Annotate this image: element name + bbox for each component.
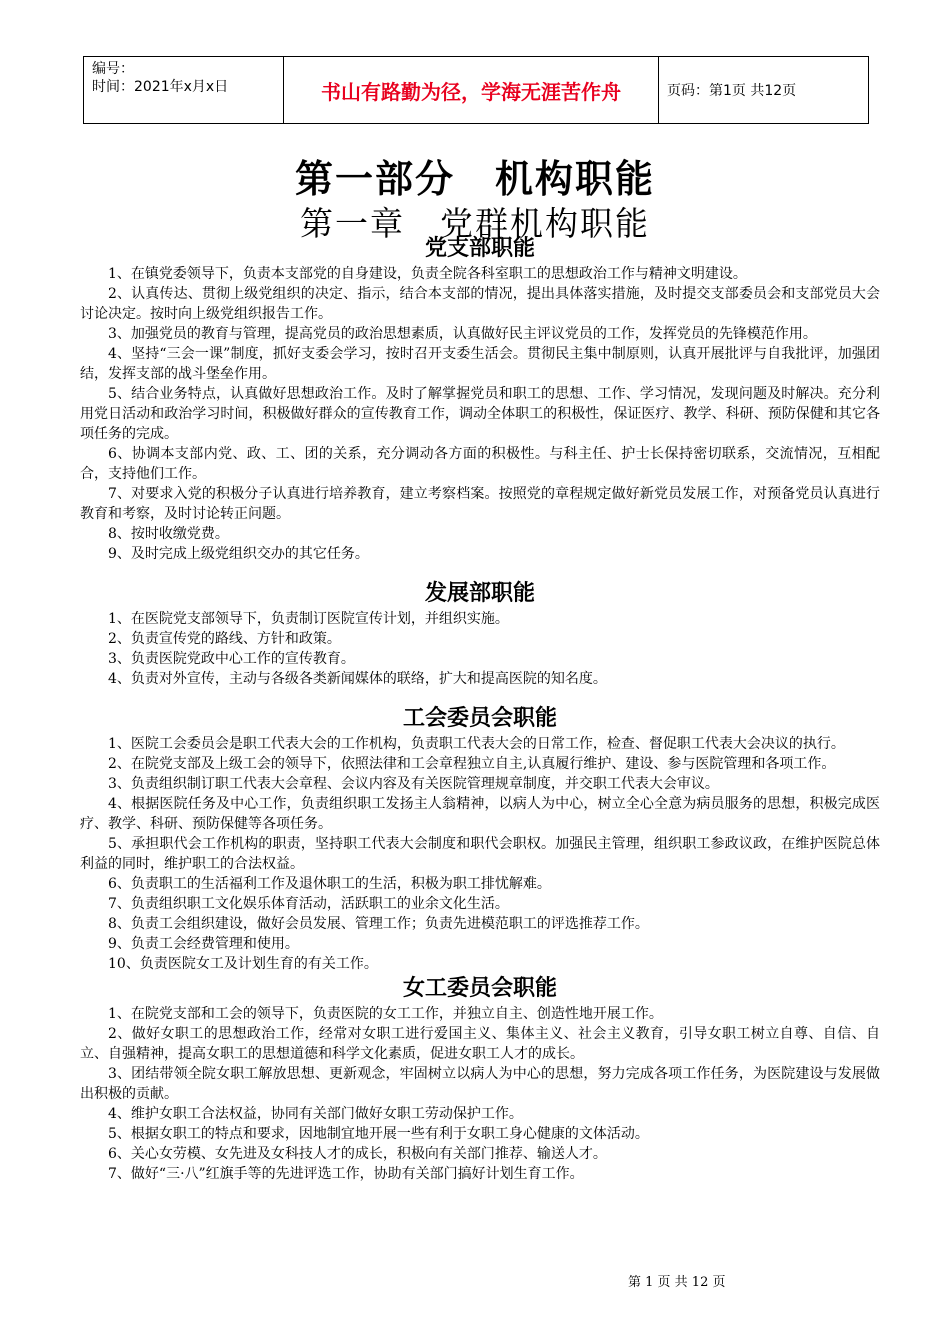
list-item: 2、做好女职工的思想政治工作，经常对女职工进行爱国主义、集体主义、社会主义教育，引导女职工树立自尊、自信、自立、自强精神，提高女职工的思想道德和科学文化素质，促进女职工人才的成长。: [80, 1026, 880, 1062]
list-item: 4、负责对外宣传，主动与各级各类新闻媒体的联络，扩大和提高医院的知名度。: [108, 671, 607, 687]
list-item: 7、做好“三·八”红旗手等的先进评选工作，协助有关部门搞好计划生育工作。: [108, 1166, 584, 1182]
list-item: 6、协调本支部内党、政、工、团的关系，充分调动各方面的积极性。与科主任、护士长保持密切联系，交流情况，互相配合，支持他们工作。: [80, 446, 880, 482]
document-body: [80, 234, 880, 1184]
time-label: 时间：2021年x月x日: [92, 79, 229, 95]
page-info: 页码：第1页 共12页: [667, 83, 797, 99]
chapter-title: 第一章 党群机构职能: [300, 204, 650, 243]
list-item: 3、加强党员的教育与管理，提高党员的政治思想素质，认真做好民主评议党员的工作，发挥党员的先锋模范作用。: [108, 326, 817, 342]
list-item: 2、认真传达、贯彻上级党组织的决定、指示，结合本支部的情况，提出具体落实措施，及时提交支部委员会和支部党员大会讨论决定。按时向上级党组织报告工作。: [80, 286, 880, 322]
list-item: 4、维护女职工合法权益，协同有关部门做好女职工劳动保护工作。: [108, 1106, 523, 1122]
list-item: 5、承担职代会工作机构的职责，坚持职工代表大会制度和职代会职权。加强民主管理，组织职工参政议政，在维护医院总体利益的同时，维护职工的合法权益。: [80, 836, 880, 872]
section-title: 党支部职能: [424, 236, 535, 261]
list-item: 2、在院党支部及上级工会的领导下，依照法律和工会章程独立自主,认真履行维护、建设、参与医院管理和各项工作。: [108, 756, 836, 772]
list-item: 2、负责宣传党的路线、方针和政策。: [108, 631, 341, 647]
list-item: 9、负责工会经费管理和使用。: [108, 936, 299, 952]
list-item: 6、负责职工的生活福利工作及退休职工的生活，积极为职工排忧解难。: [108, 876, 551, 892]
list-item: 5、结合业务特点，认真做好思想政治工作。及时了解掌握党员和职工的思想、工作、学习情况，发现问题及时解决。充分利用党日活动和政治学习时间，积极做好群众的宣传教育工作，调动全体职工的积极性，保证医疗、教学、科研、预防保健和其它各项任务的完成。: [80, 386, 880, 442]
part-title: 第一部分 机构职能: [294, 157, 655, 201]
list-item: 3、团结带领全院女职工解放思想、更新观念，牢固树立以病人为中心的思想，努力完成各项工作任务，为医院建设与发展做出积极的贡献。: [80, 1066, 880, 1102]
list-item: 4、根据医院任务及中心工作，负责组织职工发扬主人翁精神，以病人为中心，树立全心全意为病员服务的思想，积极完成医疗、教学、科研、预防保健等各项任务。: [80, 796, 880, 832]
section-title: 女工委员会职能: [402, 976, 557, 1001]
section-title: 发展部职能: [424, 581, 535, 606]
list-item: 3、负责组织制订职工代表大会章程、会议内容及有关医院管理规章制度，并交职工代表大会审议。: [108, 776, 719, 792]
motto: 书山有路勤为径，学海无涯苦作舟: [284, 57, 659, 123]
list-item: 7、负责组织职工文化娱乐体育活动，活跃职工的业余文化生活。: [108, 896, 509, 912]
list-item: 5、根据女职工的特点和要求，因地制宜地开展一些有利于女职工身心健康的文体活动。: [108, 1126, 649, 1142]
list-item: 1、在医院党支部领导下，负责制订医院宣传计划，并组织实施。: [108, 611, 509, 627]
list-item: 8、负责工会组织建设，做好会员发展、管理工作；负责先进模范职工的评选推荐工作。: [108, 916, 649, 932]
list-item: 1、在院党支部和工会的领导下，负责医院的女工工作，并独立自主、创造性地开展工作。: [108, 1006, 663, 1022]
list-item: 6、关心女劳模、女先进及女科技人才的成长，积极向有关部门推荐、输送人才。: [108, 1146, 607, 1162]
list-item: 1、医院工会委员会是职工代表大会的工作机构，负责职工代表大会的日常工作，检查、督促职工代表大会决议的执行。: [108, 736, 845, 752]
list-item: 1、在镇党委领导下，负责本支部党的自身建设，负责全院各科室职工的思想政治工作与精神文明建设。: [108, 266, 747, 282]
list-item: 4、坚持“三会一课”制度，抓好支委会学习，按时召开支委生活会。贯彻民主集中制原则，认真开展批评与自我批评，加强团结，发挥支部的战斗堡垒作用。: [80, 346, 880, 382]
section-title: 工会委员会职能: [402, 706, 557, 731]
list-item: 8、按时收缴党费。: [108, 526, 229, 542]
number-label: 编号：: [92, 61, 134, 77]
header-table: [83, 56, 869, 124]
list-item: 7、对要求入党的积极分子认真进行培养教育，建立考察档案。按照党的章程规定做好新党员发展工作，对预备党员认真进行教育和考察，及时讨论转正问题。: [80, 486, 880, 522]
list-item: 10、负责医院女工及计划生育的有关工作。: [108, 956, 378, 972]
list-item: 9、及时完成上级党组织交办的其它任务。: [108, 546, 369, 562]
header-meta: [84, 57, 284, 123]
page-footer: 第 1 页 共 12 页: [628, 1275, 726, 1290]
list-item: 3、负责医院党政中心工作的宣传教育。: [108, 651, 355, 667]
